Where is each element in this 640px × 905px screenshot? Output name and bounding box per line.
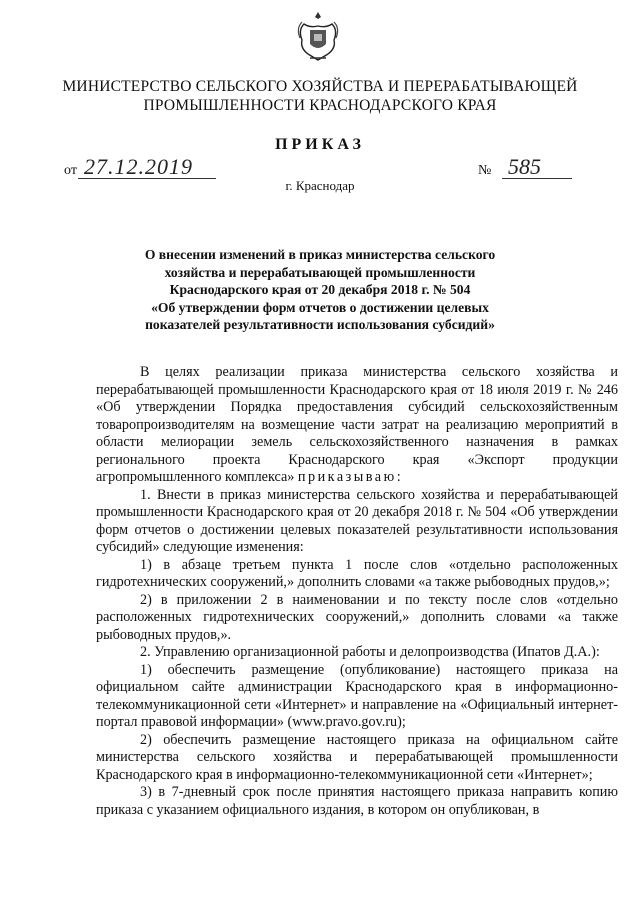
subject-line-1: О внесении изменений в приказ министерства сельского bbox=[144, 247, 496, 262]
item-2: 2. Управлению организационной работы и делопроизводства (Ипатов Д.А.): bbox=[140, 644, 600, 660]
subject-line-4: «Об утверждении форм отчетов о достижении целевых bbox=[151, 299, 489, 315]
order-subject bbox=[110, 246, 530, 334]
order-verb: приказываю: bbox=[297, 469, 404, 485]
item-2-2: 2) обеспечить размещение настоящего приказа на официальном сайте министерства сельского хозяйства и перерабатывающей промышленности Краснодарского края в информационно-телекоммуникационной сети «Интернет»; bbox=[96, 731, 618, 783]
subject-line-5: показателей результативности использования субсидий» bbox=[145, 317, 495, 333]
subject-line-3: Краснодарского края от 20 декабря 2018 г. № 504 bbox=[169, 282, 471, 298]
order-number: 585 bbox=[508, 154, 541, 179]
item-1-1: 1) в абзаце третьем пункта 1 после слов «отдельно расположенных гидротехнических сооружений,» дополнить словами «а также рыбоводных прудов,»; bbox=[96, 556, 618, 590]
order-title: ПРИКАЗ bbox=[275, 136, 365, 153]
intro-paragraph bbox=[96, 364, 618, 487]
number-label: № bbox=[478, 163, 492, 178]
item-1-2: 2) в приложении 2 в наименовании и по тексту после слов «отдельно расположенных гидротехнических сооружений,» дополнить словами «а также рыбоводных прудов,». bbox=[96, 591, 618, 643]
city: г. Краснодар bbox=[285, 178, 355, 193]
item-2-1: 1) обеспечить размещение (опубликование) настоящего приказа на официальном сайте администрации Краснодарского края в информационно-телекоммуникационной сети «Интернет» и направление на «Официальный интернет-портал правовой информации» (www.pravo.gov.ru); bbox=[96, 661, 618, 730]
ministry-name bbox=[40, 77, 600, 115]
item-2-3: 3) в 7-дневный срок после принятия настоящего приказа направить копию приказа с указанием официального издания, в котором он опубликован, в bbox=[96, 784, 618, 818]
order-date: 27.12.2019 bbox=[84, 154, 193, 179]
ministry-line-1: МИНИСТЕРСТВО СЕЛЬСКОГО ХОЗЯЙСТВА И ПЕРЕРАБАТЫВАЮЩЕЙ bbox=[62, 78, 578, 95]
ministry-line-2: ПРОМЫШЛЕННОСТИ КРАСНОДАРСКОГО КРАЯ bbox=[143, 97, 497, 114]
order-body bbox=[96, 364, 618, 819]
coat-of-arms-icon bbox=[296, 10, 340, 64]
item-1: 1. Внести в приказ министерства сельского хозяйства и перерабатывающей промышленности Краснодарского края от 20 декабря 2018 г. № 504 «Об утверждении форм отчетов о достижении целевых показателей результативности использования субсидий» следующие изменения: bbox=[96, 486, 618, 555]
date-label: от bbox=[64, 163, 77, 178]
subject-line-2: хозяйства и перерабатывающей промышленности bbox=[164, 264, 476, 280]
intro-text: В целях реализации приказа министерства сельского хозяйства и перерабатывающей промышленности Краснодарского края от 18 июля 2019 г. № 246 «Об утверждении Порядка предоставления субсидий сельскохозяйственным товаропроизводителям на возмещение части затрат на реализацию мероприятий в области мелиорации земель сельскохозяйственного назначения в рамках регионального проекта Краснодарского края «Экспорт продукции агропромышленного комплекса» bbox=[96, 364, 618, 485]
